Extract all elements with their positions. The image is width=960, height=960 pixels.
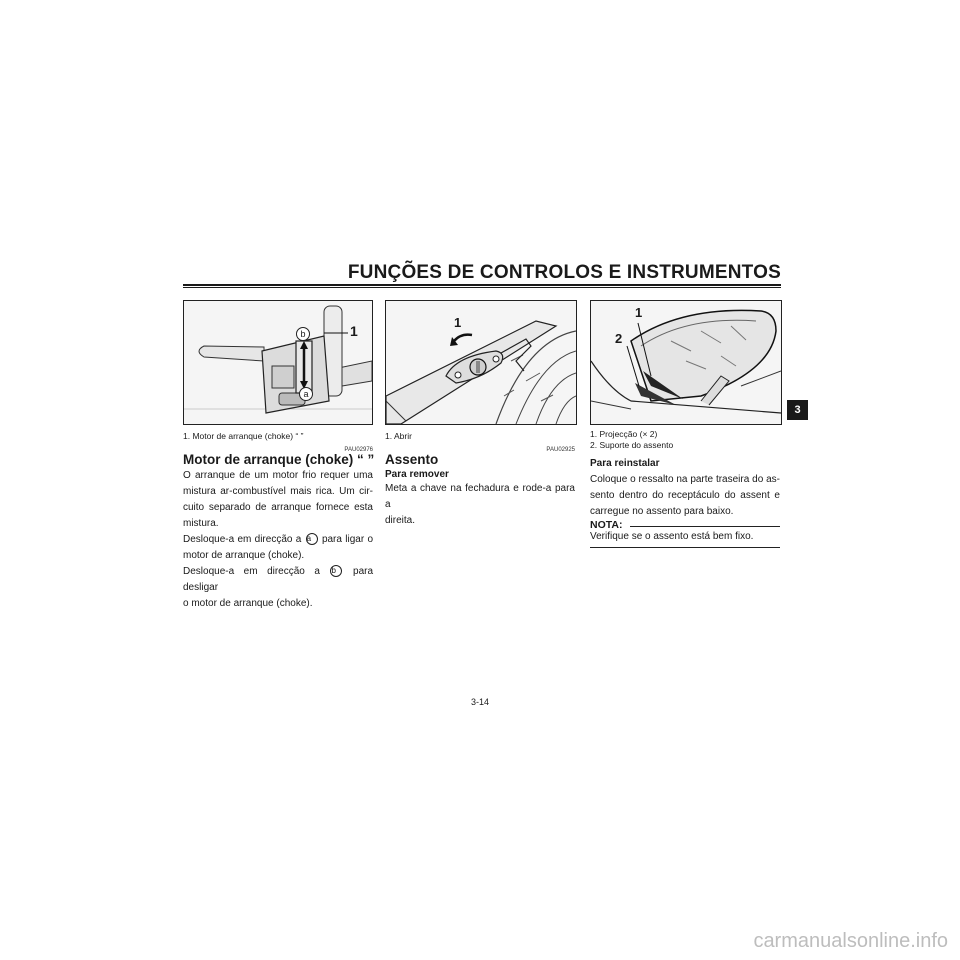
text-line: motor de arranque (choke). [183, 550, 305, 561]
text-line: cuito separado de arranque fornece esta [183, 502, 373, 513]
section-heading-choke: Motor de arranque (choke) “ ” [183, 452, 375, 467]
section-heading-seat: Assento [385, 452, 439, 467]
section-code: PAU02925 [546, 447, 575, 453]
text-line: mistura ar-combustível mais rica. Um cir- [183, 486, 373, 497]
nota-label: NOTA: [590, 519, 623, 531]
marker-a: a [299, 387, 313, 401]
seat-reinstall-figure [590, 300, 782, 425]
caption-line: 1. Projecção (× 2) [590, 429, 658, 439]
chapter-tab: 3 [787, 400, 808, 420]
seat-reinstall-illustration [591, 301, 781, 424]
text-line: sento dentro do receptáculo do assent e [590, 490, 780, 501]
seat-remove-text [385, 481, 575, 529]
title-rule [183, 284, 781, 286]
choke-body-text [183, 468, 373, 612]
callout-1: 1 [454, 315, 462, 330]
callout-1: 1 [350, 323, 358, 339]
text-line: carregue no assento para baixo. [590, 506, 734, 517]
seat-lock-figure [385, 300, 577, 425]
text-line: o motor de arranque (choke). [183, 598, 313, 609]
nota-text: Verifique se o assento está bem fixo. [590, 531, 754, 542]
seat-reinstall-text [590, 472, 780, 520]
figure-caption-choke: 1. Motor de arranque (choke) “ ” [183, 431, 304, 441]
page-number: 3-14 [470, 697, 489, 707]
subheading-reinstall: Para reinstalar [590, 458, 660, 469]
marker-b: b [296, 327, 310, 341]
marker-a-inline: a [306, 533, 318, 545]
caption-line: 2. Suporte do assento [590, 440, 674, 450]
section-code: PAU02976 [344, 447, 373, 453]
nota-rule [630, 526, 780, 527]
figure-caption-seat-reinstall [590, 429, 780, 451]
subheading-remove: Para remover [385, 469, 449, 480]
marker-b-inline: b [330, 565, 342, 577]
callout-1: 1 [635, 305, 643, 320]
watermark: carmanualsonline.info [753, 930, 948, 952]
figure-caption-seat-lock: 1. Abrir [385, 431, 412, 441]
text-line: direita. [385, 515, 416, 526]
text-line: Meta a chave na fechadura e rode-a para a [385, 483, 575, 510]
choke-lever-figure [183, 300, 373, 425]
choke-lever-illustration [184, 301, 372, 424]
text-line: Desloque-a em direcção a b para desligar [183, 566, 374, 593]
seat-lock-illustration [386, 301, 576, 424]
page-title: FUNÇÕES DE CONTROLOS E INSTRUMENTOS [347, 262, 781, 283]
text-line: Coloque o ressalto na parte traseira do as- [590, 474, 780, 485]
text-line: Desloque-a em direcção a a para ligar o [183, 534, 374, 545]
text-line: mistura. [183, 518, 219, 529]
nota-bottom-rule [590, 547, 780, 548]
title-rule-thin [183, 287, 781, 288]
text-line: O arranque de um motor frio requer uma [183, 470, 373, 481]
callout-2: 2 [615, 331, 623, 346]
